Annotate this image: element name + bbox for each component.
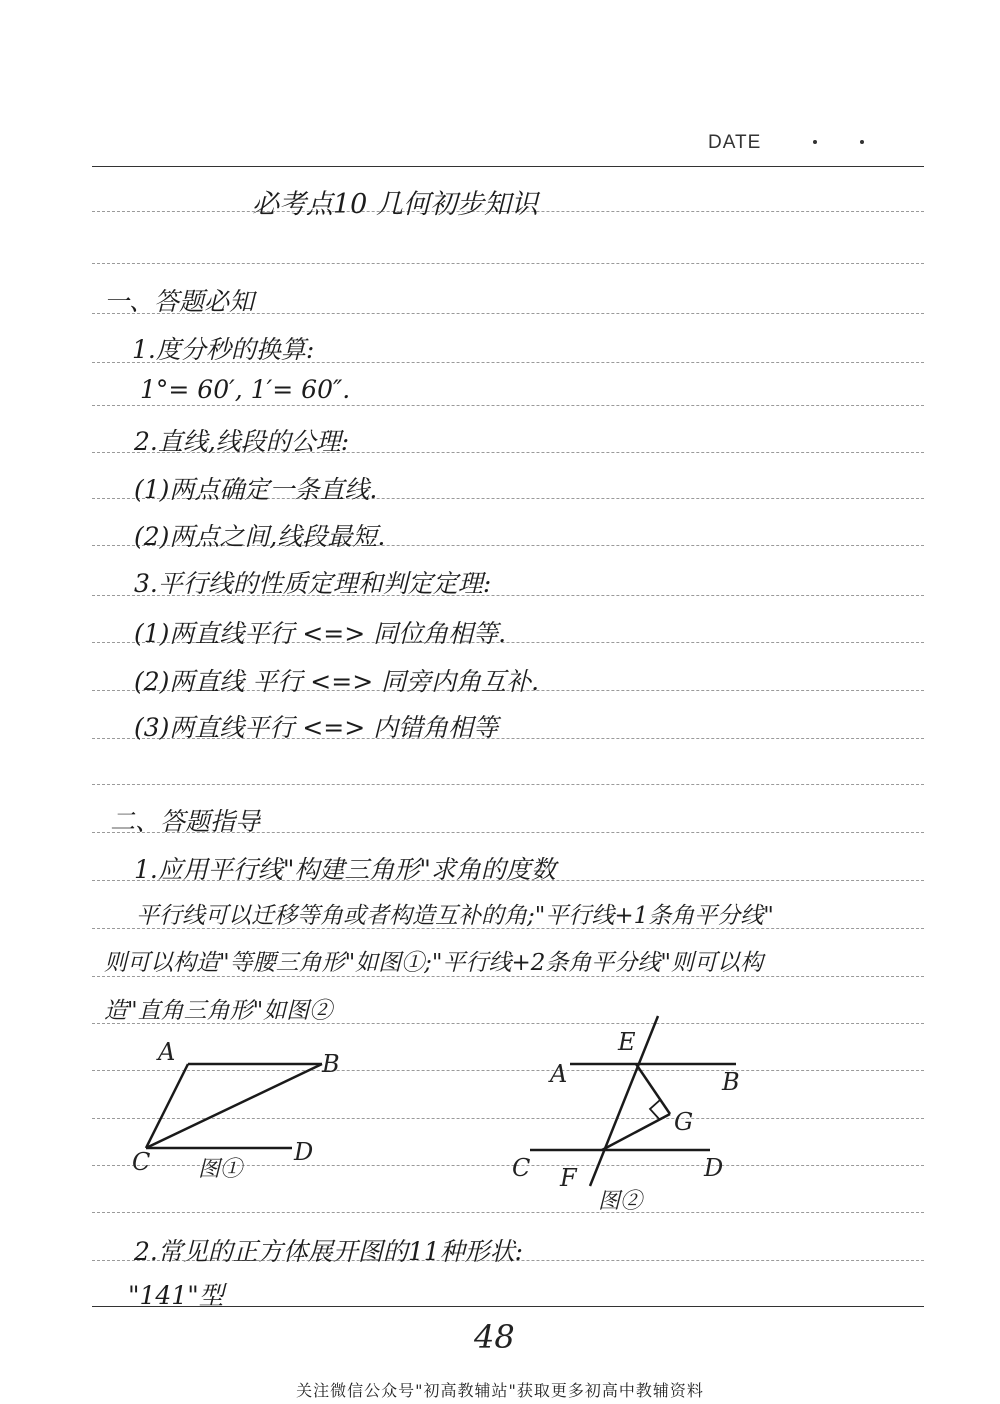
- date-dot: [813, 140, 817, 144]
- date-dot: [860, 140, 864, 144]
- figure-1: [100, 1030, 360, 1190]
- formula-text: 1°= 60′, 1′= 60″.: [140, 375, 351, 404]
- figure-caption: 图①: [198, 1157, 243, 1182]
- label-f: F: [560, 1164, 577, 1192]
- label-g: G: [674, 1108, 694, 1136]
- paragraph-line: 造"直角三角形"如图②: [104, 998, 333, 1024]
- page-number: 48: [474, 1318, 515, 1356]
- label-c: C: [132, 1148, 151, 1176]
- section-heading: 一、答题必知: [104, 287, 255, 316]
- header-rule: [92, 166, 924, 167]
- page-title: 必考点10 几何初步知识: [252, 189, 538, 220]
- label-a: A: [158, 1038, 176, 1066]
- ruled-line: [92, 1212, 924, 1213]
- segment-ac: [146, 1064, 188, 1148]
- item-heading: 1.应用平行线"构建三角形"求角的度数: [134, 855, 556, 884]
- right-angle-mark: [650, 1100, 660, 1120]
- segment-cb: [146, 1064, 322, 1148]
- footer-note: 关注微信公众号"初高教辅站"获取更多初高中教辅资料: [296, 1381, 704, 1400]
- ruled-line: [92, 263, 924, 264]
- list-item: (1)两点确定一条直线.: [134, 475, 378, 504]
- label-c: C: [512, 1154, 531, 1182]
- section-heading: 二、答题指导: [110, 807, 261, 836]
- date-label: DATE: [708, 132, 762, 153]
- paragraph-line: 平行线可以迁移等角或者构造互补的角;"平行线+1条角平分线": [136, 903, 774, 929]
- list-item: (2)两直线 平行 <=> 同旁内角互补.: [134, 667, 540, 696]
- type-label: "141"型: [128, 1281, 224, 1310]
- label-b: B: [722, 1068, 740, 1096]
- figure-caption: 图②: [598, 1189, 643, 1214]
- figure-2: [510, 1010, 780, 1220]
- label-a: A: [550, 1060, 568, 1088]
- label-d: D: [704, 1154, 724, 1182]
- item-heading: 2.常见的正方体展开图的11种形状:: [134, 1237, 524, 1266]
- ruled-line: [92, 405, 924, 406]
- list-item: (3)两直线平行 <=> 内错角相等: [134, 713, 499, 742]
- label-b: B: [322, 1050, 340, 1078]
- item-heading: 3.平行线的性质定理和判定定理:: [134, 569, 492, 598]
- paragraph-line: 则可以构造"等腰三角形"如图①;"平行线+2条角平分线"则可以构: [104, 950, 763, 976]
- item-heading: 1.度分秒的换算:: [132, 335, 315, 364]
- list-item: (1)两直线平行 <=> 同位角相等.: [134, 619, 507, 648]
- label-e: E: [618, 1028, 636, 1056]
- label-d: D: [294, 1138, 314, 1166]
- item-heading: 2.直线,线段的公理:: [134, 427, 350, 456]
- list-item: (2)两点之间,线段最短.: [134, 522, 386, 551]
- ruled-line: [92, 784, 924, 785]
